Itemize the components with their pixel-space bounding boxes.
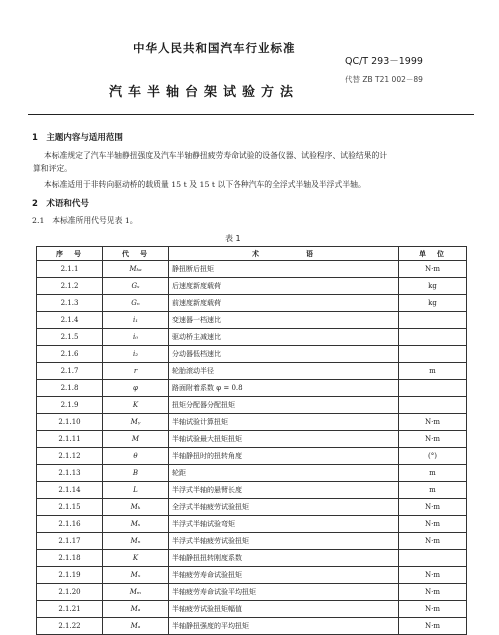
table-row — [37, 346, 467, 363]
table-row — [37, 397, 467, 414]
row-term: 全浮式半轴疲劳试验扭矩 — [169, 499, 399, 516]
row-unit: (°) — [399, 448, 467, 465]
row-unit: m — [399, 363, 467, 380]
row-seq: 2.1.1 — [37, 261, 103, 278]
row-code: Mₐ — [103, 618, 169, 635]
row-unit — [399, 346, 467, 363]
table-row — [37, 601, 467, 618]
table-row — [37, 465, 467, 482]
table-row — [37, 312, 467, 329]
row-seq: 2.1.2 — [37, 278, 103, 295]
row-code: i₀ — [103, 329, 169, 346]
row-seq: 2.1.3 — [37, 295, 103, 312]
row-code: B — [103, 465, 169, 482]
table-row — [37, 482, 467, 499]
table-row — [37, 380, 467, 397]
table-row — [37, 499, 467, 516]
row-code: i₂ — [103, 346, 169, 363]
row-unit: N·m — [399, 533, 467, 550]
table-row — [37, 567, 467, 584]
row-term: 半轴疲劳试验扭矩幅值 — [169, 601, 399, 618]
row-seq: 2.1.8 — [37, 380, 103, 397]
table-row — [37, 516, 467, 533]
row-code: i₁ — [103, 312, 169, 329]
row-unit — [399, 329, 467, 346]
table-row — [37, 363, 467, 380]
row-term: 轮距 — [169, 465, 399, 482]
row-term: 半轴静扭扭转刚度系数 — [169, 550, 399, 567]
row-term: 路面附着系数 φ = 0.8 — [169, 380, 399, 397]
row-unit: N·m — [399, 414, 467, 431]
row-seq: 2.1.16 — [37, 516, 103, 533]
row-code: Mₖ — [103, 499, 169, 516]
row-term: 半轴静扭强度的平均扭矩 — [169, 618, 399, 635]
row-term: 驱动桥主减速比 — [169, 329, 399, 346]
row-code: Mₐ — [103, 601, 169, 618]
row-seq: 2.1.4 — [37, 312, 103, 329]
row-unit: N·m — [399, 499, 467, 516]
row-code: Mₓ — [103, 567, 169, 584]
row-unit: N·m — [399, 516, 467, 533]
row-seq: 2.1.19 — [37, 567, 103, 584]
row-seq: 2.1.12 — [37, 448, 103, 465]
row-seq: 2.1.6 — [37, 346, 103, 363]
table-row — [37, 278, 467, 295]
table-body — [37, 261, 467, 635]
row-term: 半浮式半轴的悬臂长度 — [169, 482, 399, 499]
table-row — [37, 295, 467, 312]
row-term: 静扭断后扭矩 — [169, 261, 399, 278]
row-term: 变速器一档速比 — [169, 312, 399, 329]
row-seq: 2.1.22 — [37, 618, 103, 635]
row-term: 前速度新度载荷 — [169, 295, 399, 312]
row-unit — [399, 397, 467, 414]
section-1-paragraph-1-line-2: 算和评定。 — [33, 164, 72, 173]
title-divider — [28, 114, 474, 115]
row-term: 分动器低档速比 — [169, 346, 399, 363]
row-seq: 2.1.15 — [37, 499, 103, 516]
table-row — [37, 261, 467, 278]
row-term: 扭矩分配器分配扭矩 — [169, 397, 399, 414]
row-code: r — [103, 363, 169, 380]
header-code: 代 号 — [103, 247, 169, 261]
row-unit — [399, 312, 467, 329]
row-unit: m — [399, 482, 467, 499]
table-row — [37, 618, 467, 635]
row-unit — [399, 550, 467, 567]
row-seq: 2.1.21 — [37, 601, 103, 618]
header-term: 术 语 — [169, 247, 399, 261]
row-unit: N·m — [399, 618, 467, 635]
section-2-1-text: 2.1 本标准所用代号见表 1。 — [32, 216, 138, 225]
row-unit: m — [399, 465, 467, 482]
standard-code: QC/T 293－1999 — [345, 56, 423, 67]
row-unit: N·m — [399, 584, 467, 601]
row-unit: N·m — [399, 431, 467, 448]
row-code: θ — [103, 448, 169, 465]
row-seq: 2.1.10 — [37, 414, 103, 431]
section-1-paragraph-2: 本标准适用于非转向驱动桥的载质量 15 t 及 15 t 以下各种汽车的全浮式半轴及半浮式半轴。 — [44, 180, 366, 189]
table-row — [37, 448, 467, 465]
row-unit — [399, 380, 467, 397]
standard-category-title: 中华人民共和国汽车行业标准 — [133, 41, 296, 55]
section-1-paragraph-1-line-1: 本标准规定了汽车半轴静扭强度及汽车半轴静扭疲劳寿命试验的设备仪器、试验程序、试验结果的计 — [44, 151, 388, 160]
row-code: Gₛ — [103, 278, 169, 295]
row-term: 半轴静扭时的扭转角度 — [169, 448, 399, 465]
row-code: Mₘ — [103, 584, 169, 601]
row-term: 半轴试验计算扭矩 — [169, 414, 399, 431]
row-seq: 2.1.20 — [37, 584, 103, 601]
replaces-standard: 代替 ZB T21 002－89 — [345, 75, 423, 84]
row-code: φ — [103, 380, 169, 397]
row-term: 半轴试验最大扭矩扭矩 — [169, 431, 399, 448]
row-seq: 2.1.17 — [37, 533, 103, 550]
table-row — [37, 584, 467, 601]
row-seq: 2.1.9 — [37, 397, 103, 414]
table-row — [37, 533, 467, 550]
row-seq: 2.1.14 — [37, 482, 103, 499]
header-seq: 序 号 — [37, 247, 103, 261]
row-code: Mₙ — [103, 533, 169, 550]
row-code: K — [103, 550, 169, 567]
table-row — [37, 329, 467, 346]
row-term: 半浮式半轴试验弯矩 — [169, 516, 399, 533]
row-code: Mₛ — [103, 516, 169, 533]
row-seq: 2.1.13 — [37, 465, 103, 482]
table-row — [37, 431, 467, 448]
row-term: 半浮式半轴疲劳试验扭矩 — [169, 533, 399, 550]
table-header-row — [37, 247, 467, 261]
document-title: 汽车半轴台架试验方法 — [109, 85, 300, 100]
row-code: Mᵧ — [103, 414, 169, 431]
section-2-heading: 2 术语和代号 — [32, 199, 89, 209]
row-unit: N·m — [399, 567, 467, 584]
row-code: M — [103, 431, 169, 448]
row-unit: kg — [399, 278, 467, 295]
section-1-heading: 1 主题内容与适用范围 — [32, 133, 123, 143]
row-seq: 2.1.7 — [37, 363, 103, 380]
row-code: Gₙ — [103, 295, 169, 312]
row-unit: N·m — [399, 261, 467, 278]
row-code: L — [103, 482, 169, 499]
row-seq: 2.1.18 — [37, 550, 103, 567]
row-term: 半轴疲劳寿命试验扭矩 — [169, 567, 399, 584]
table-caption: 表 1 — [225, 234, 241, 243]
row-seq: 2.1.5 — [37, 329, 103, 346]
table-row — [37, 550, 467, 567]
row-unit: kg — [399, 295, 467, 312]
row-unit: N·m — [399, 601, 467, 618]
row-term: 轮胎滚动半径 — [169, 363, 399, 380]
row-code: K — [103, 397, 169, 414]
row-term: 半轴疲劳寿命试验平均扭矩 — [169, 584, 399, 601]
table-row — [37, 414, 467, 431]
header-unit: 单 位 — [399, 247, 467, 261]
row-seq: 2.1.11 — [37, 431, 103, 448]
symbols-table — [36, 246, 467, 635]
row-term: 后速度新度载荷 — [169, 278, 399, 295]
row-code: Mₖₐ — [103, 261, 169, 278]
